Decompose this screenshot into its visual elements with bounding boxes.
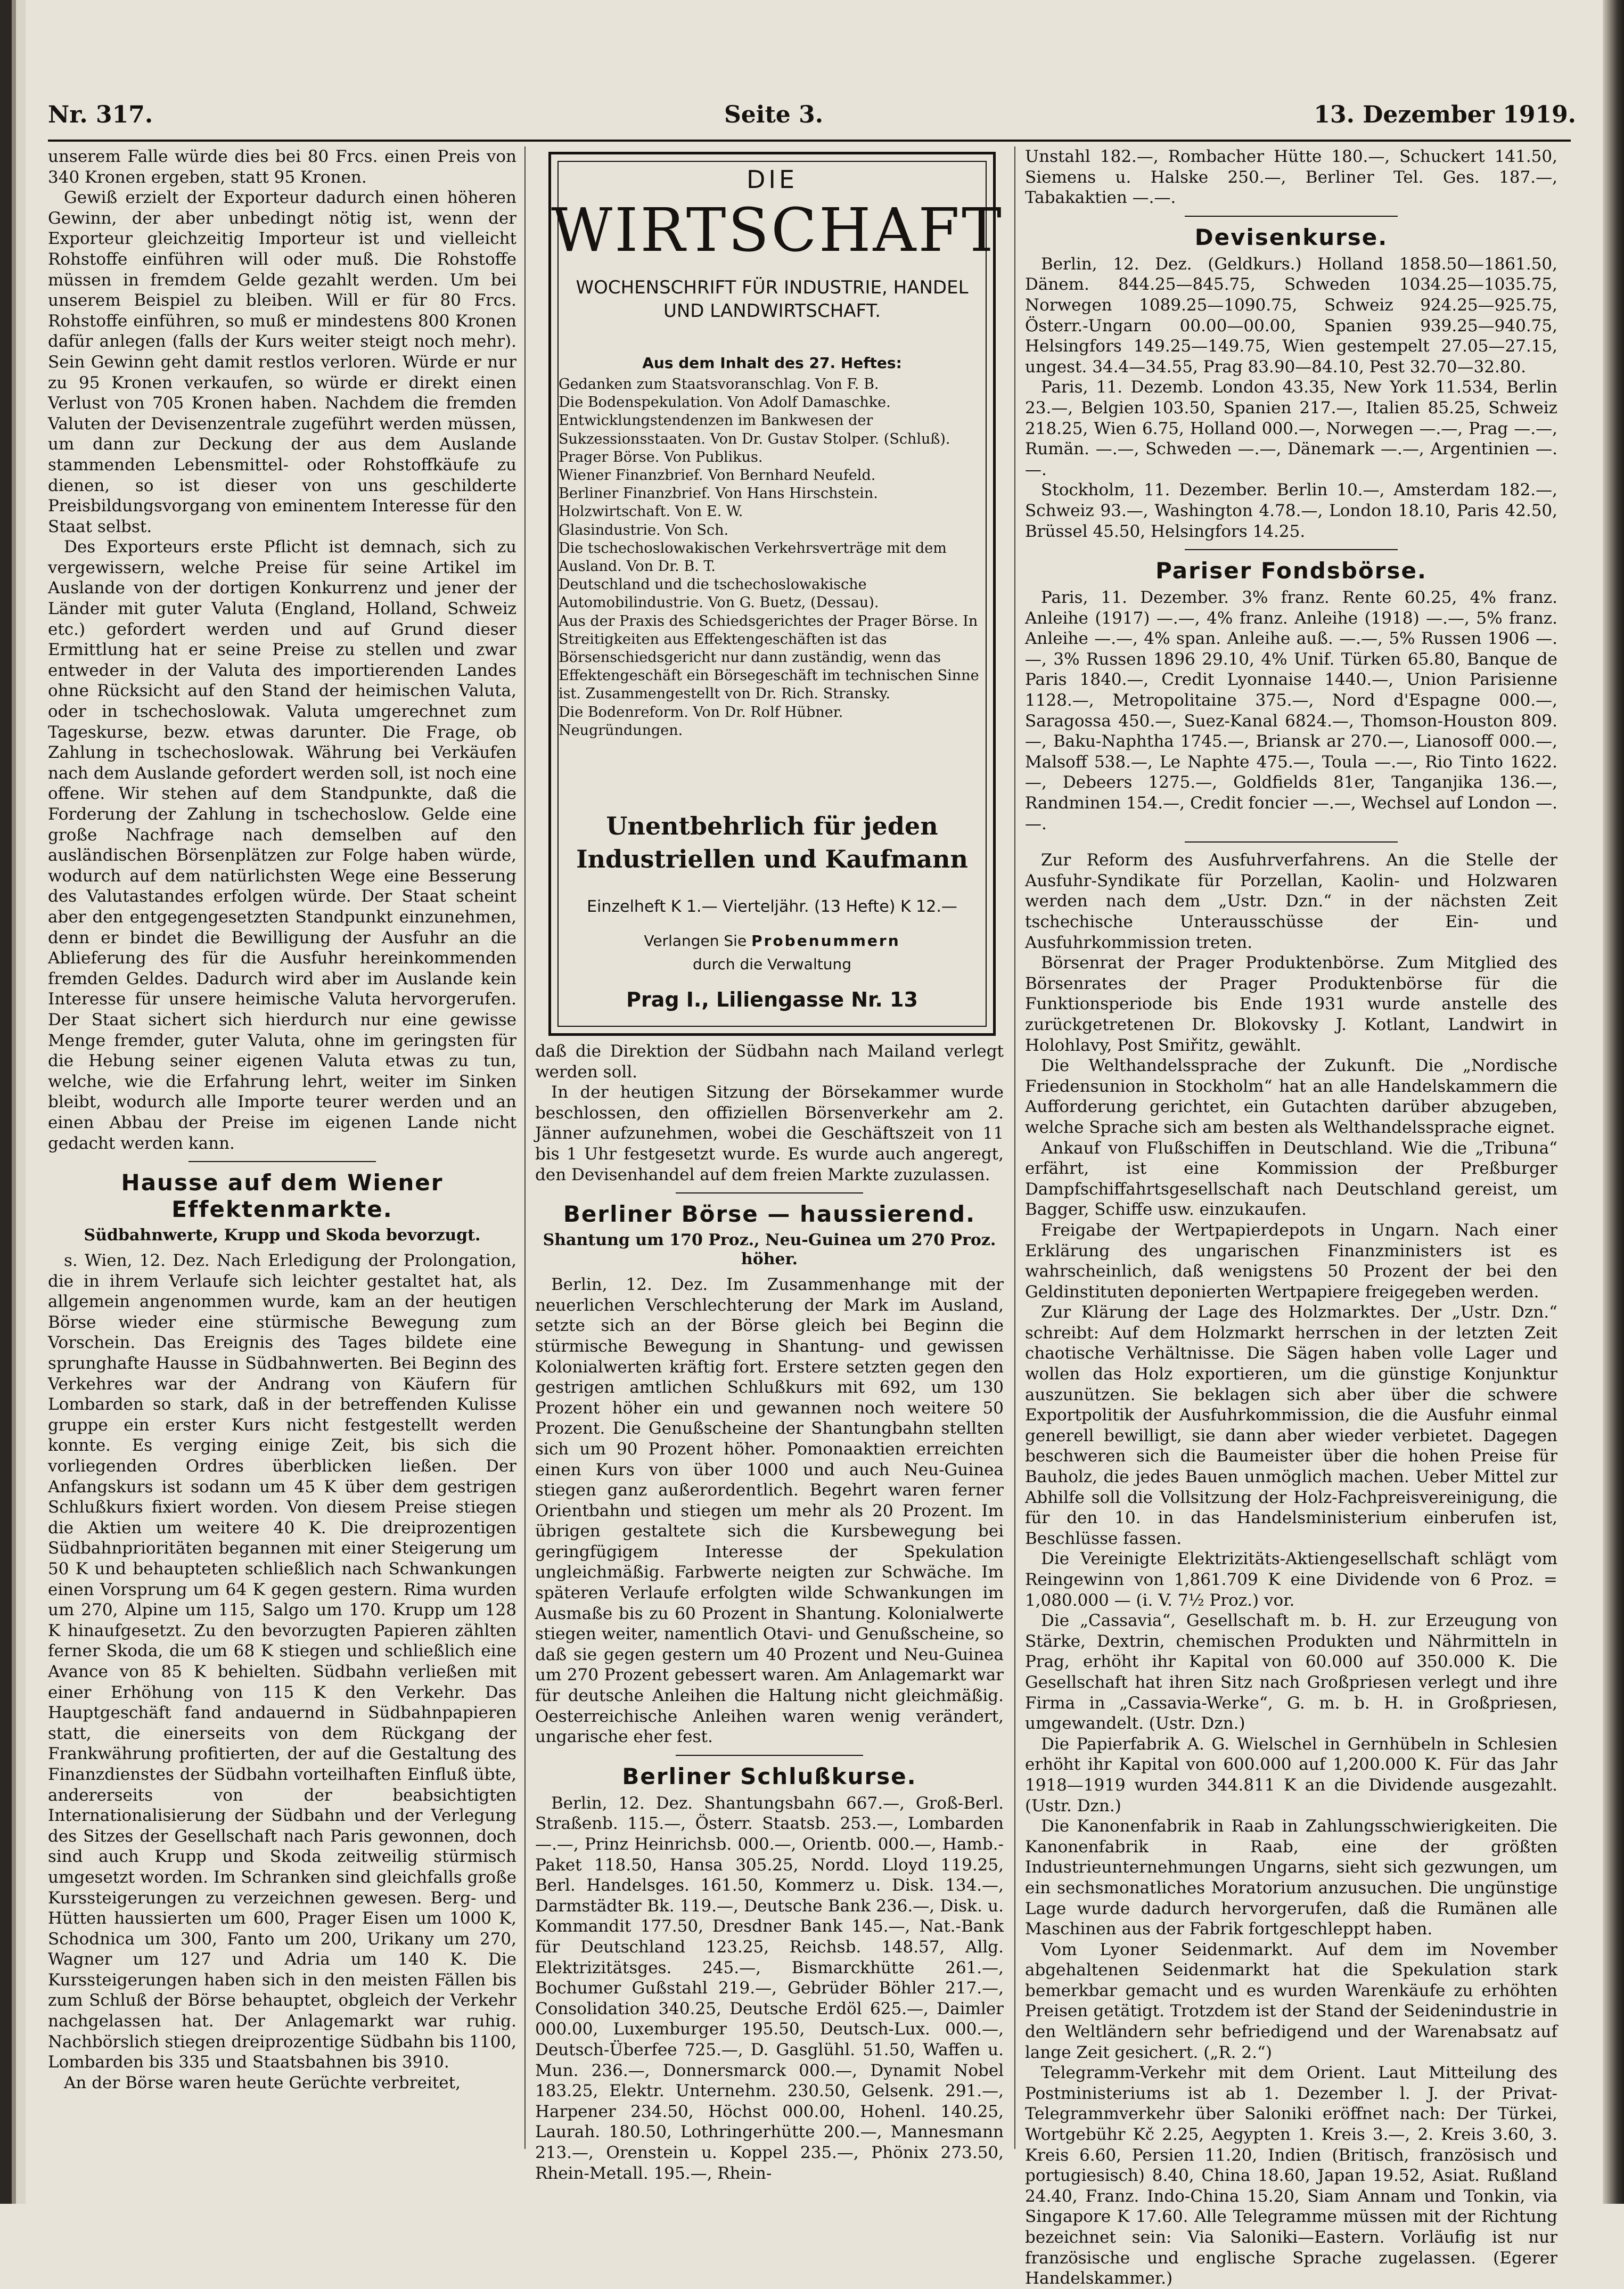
paragraph: Berlin, 12. Dez. Im Zusammenhange mit der neuerlichen Verschlechterung der Mark im Ausland, setzte sich an der Börse gleich bei Beginn die stürmische Bewegung in Shantung- und gewissen Kolonialwerten kräftig fort. Erstere setzten gegen den gestrigen amtlichen Schlußkurs mit 692, um 130 Prozent höher ein und gewannen noch weitere 50 Prozent. Die Genußscheine der Shantungbahn stellten sich um 90 Prozent höher. Pomonaaktien erreichten einen Kurs von über 1000 und auch Neu-Guinea stiegen ganz außerordentlich. Begehrt waren ferner Orientbahn und stiegen um mehr als 20 Prozent. Im übrigen gestaltete sich die Kursbewegung bei geringfügigem Interesse der Spekulation ungleichmäßig. Farbwerte neigten zur Schwäche. Im späteren Verlaufe erfolgten wilde Schwankungen im Ausmaße bis zu 60 Prozent in Shantung. Kolonialwerte stiegen weiter, namentlich Otavi- und Genußscheine, so daß sie gegen gestern um 40 Prozent und Neu-Guinea um 270 Prozent gebessert waren. Am Anlagemarkt war für deutsche Anleihen die Haltung nicht gleichmäßig. Oesterreichische Anleihen waren wenig verändert, ungarische eher fest.: [535, 1275, 1004, 1747]
section-divider: [188, 1161, 376, 1162]
ad-tagline: WOCHENSCHRIFT FÜR INDUSTRIE, HANDEL UND LANDWIRTSCHAFT.: [576, 277, 969, 322]
ad-masthead-article: DIE: [746, 165, 798, 194]
ad-contents-item: Berliner Finanzbrief. Von Hans Hirschstein.: [559, 485, 878, 502]
news-item: Zur Reform des Ausfuhrverfahrens. An die Stelle der Ausfuhr-Syndikate für Porzellan, Kaolin- und Holzwaren werden nach dem „Ustr. Dzn.“ in der nächsten Zeit tschechische Unterausschüsse der Ein- und Ausfuhrkommission treten.: [1025, 851, 1557, 952]
section-headline: Devisenkurse.: [1194, 224, 1388, 250]
ad-slogan: Unentbehrlich für jeden Industriellen und Kaufmann: [576, 812, 968, 873]
page-header: [48, 101, 1576, 138]
section-headline: Pariser Fondsbörse.: [1155, 558, 1427, 584]
news-item: Die Kanonenfabrik in Raab in Zahlungsschwierigkeiten. Die Kanonenfabrik in Raab, eine der größten Industrieunternehmungen Ungarns, sieht sich gezwungen, um ein sechsmonatliches Moratorium anzusuchen. Die ungünstige Lage wurde dadurch hervorgerufen, daß die Rumänen alle Maschinen aus der Fabrik fortgeschleppt haben.: [1025, 1817, 1557, 1939]
news-item: Die „Cassavia“, Gesellschaft m. b. H. zur Erzeugung von Stärke, Dextrin, chemischen Produkten und Nährmitteln in Prag, erhöht ihr Kapital von 60.000 auf 350.000 K. Die Gesellschaft hat ihren Sitz nach Großpriesen verlegt und ihre Firma in „Cassavia-Werke“, G. m. b. H. in Großpriesen, umgewandelt. (Ustr. Dzn.): [1025, 1611, 1557, 1734]
column-rule: [524, 146, 526, 2149]
ad-address: Prag I., Liliengasse Nr. 13: [626, 988, 918, 1011]
news-item: Die Welthandelssprache der Zukunft. Die „Nordische Friedensunion in Stockholm“ hat an alle Handelskammern die Aufforderung gerichtet, ein Gutachten darüber abzugeben, welche Sprache sich am besten als Welthandelssprache eignet.: [1025, 1056, 1557, 1137]
news-item: Freigabe der Wertpapierdepots in Ungarn. Nach einer Erklärung des ungarischen Finanzministers ist es wahrscheinlich, daß wenigstens 50 Prozent der bei den Geldinstituten deponierten Wertpapiere freigegeben werden.: [1025, 1220, 1557, 1302]
ad-contents-heading: Aus dem Inhalt des 27. Heftes:: [642, 354, 902, 372]
page-number: Seite 3.: [724, 101, 824, 128]
section-divider: [676, 1192, 863, 1193]
news-item: Zur Klärung der Lage des Holzmarktes. Der „Ustr. Dzn.“ schreibt: Auf dem Holzmarkt herrschen in der letzten Zeit chaotische Verhältnisse. Die Sägen haben volle Lager und wollen das Holz exportieren, um die günstige Konjunktur auszunützen. Sie beklagen sich aber über die schwere Exportpolitik der Ausfuhrkommission, die die Ausfuhr einmal generell bewilligt, sie dann aber wieder verbietet. Dagegen beschweren sich die Baumeister über die hohen Preise für Bauholz, die jedes Bauen unmöglich machen. Ueber Mittel zur Abhilfe soll die Vollsitzung der Holz-Fachpreisvereinigung, die für den 10. in das Handelsministerium einberufen ist, Beschlüsse fassen.: [1025, 1303, 1557, 1548]
advertisement-die-wirtschaft: [548, 152, 1004, 1036]
page-edge-right: [1603, 0, 1624, 2204]
section-divider: [1185, 216, 1398, 217]
article-headline: Hausse auf dem Wiener Effektenmarkte.: [121, 1170, 444, 1223]
ad-order-item: Probenummern: [751, 932, 900, 950]
ad-price: Einzelheft K 1.— Vierteljähr. (13 Hefte) K 12.—: [587, 897, 957, 916]
paragraph: An der Börse waren heute Gerüchte verbreitet,: [64, 2073, 461, 2092]
issue-date: 13. Dezember 1919.: [1314, 101, 1576, 128]
paragraph: s. Wien, 12. Dez. Nach Erledigung der Prolongation, die in ihrem Verlaufe sich leichter gestaltet hat, als allgemein angenommen wurde, kam an der heutigen Börse wieder eine stürmische Bewegung zum Vorschein. Das Ereignis des Tages bildete eine sprunghafte Hausse in Südbahnwerten. Bei Beginn des Verkehres war der Andrang von Käufern für Lombarden so stark, daß in der betreffenden Kulisse gruppe ein erster Kurs nicht festgestellt werden konnte. Es verging einige Zeit, bis sich die vorliegenden Ordres überblicken ließen. Der Anfangskurs ist sodann um 45 K über dem gestrigen Schlußkurs fixiert worden. Von diesem Preise stiegen die Aktien um weitere 40 K. Die dreiprozentigen Südbahnprioritäten begannen mit einer Steigerung um 50 K und behaupteten schließlich nach Schwankungen einen Vorsprung um 64 K gegen gestern. Rima wurden um 270, Alpine um 115, Salgo um 170. Krupp um 128 K hinaufgesetzt. Zu den bevorzugten Papieren zählten ferner Skoda, die um 68 K stiegen und schließlich eine Avance von 85 K behielten. Südbahn verließen mit einer Erhöhung von 115 K den Verkehr. Das Hauptgeschäft fand andauernd in Südbahnpapieren statt, die einerseits von dem Rückgang der Frankwährung profitierten, der auf die Gestaltung des Finanzdienstes der Südbahn vorteilhaften Einfluß übte, andererseits von der beabsichtigten Internationalisierung der Südbahn und der Verlegung des Sitzes der Gesellschaft nach Paris gewonnen, doch sind auch Krupp und Skoda zeitweilig stürmisch umgesetzt worden. Im Schranken sind gleichfalls große Kurssteigerungen zu verzeichnen gewesen. Berg- und Hütten haussierten um 600, Prager Eisen um 1000 K, Schodnica um 300, Fanto um 200, Urikany um 270, Wagner um 127 und Adria um 140 K. Die Kurssteigerungen haben sich in den meisten Fällen bis zum Schluß der Börse behauptet, obgleich der Verkehr nachgelassen hat. Der Anlagemarkt war ruhig. Nachbörslich stiegen dreiprozentige Südbahn bis 1100, Lombarden bis 335 und Staatsbahnen bis 3910.: [48, 1251, 516, 2072]
section-divider: [1185, 841, 1398, 843]
paragraph: daß die Direktion der Südbahn nach Mailand verlegt werden soll.: [535, 1042, 1004, 1082]
page-edge-left: [0, 0, 26, 2204]
news-item: Telegramm-Verkehr mit dem Orient. Laut Mitteilung des Postministeriums ist ab 1. Dezember l. J. der Privat-Telegrammverkehr über Saloniki eröffnet nach: Der Türkei, Wortgebühr Kč 2.25, Aegypten 1. Kreis 3.—, 2. Kreis 3.60, 3. Kreis 6.60, Persien 11.20, Indien (Britisch, französisch und portugiesisch) 8.40, China 18.60, Japan 19.52, Asiat. Rußland 24.40, Franz. Indo-China 15.20, Siam Annam und Tonkin, via Singapore K 17.60. Alle Telegramme müssen mit der Richtung bezeichnet sein: Via Saloniki—Eastern. Vorläufig ist nur französische und englische Sprache zugelassen. (Egerer Handelskammer.): [1025, 2063, 1557, 2288]
ad-contents-item: Aus der Praxis des Schiedsgerichtes der Prager Börse. In Streitigkeiten aus Effektengeschäften ist das Börsenschiedsgericht nur dann zuständig, wenn das Effektengeschäft ein Börsegeschäft im technischen Sinne ist. Zusammengestellt von Dr. Rich. Stransky.: [559, 612, 979, 702]
ad-contents-item: Neugründungen.: [559, 722, 683, 739]
ad-contents-item: Gedanken zum Staatsvoranschlag. Von F. B.: [559, 376, 879, 393]
section-divider: [676, 1755, 863, 1756]
news-item: Ankauf von Flußschiffen in Deutschland. Wie die „Tribuna“ erfährt, ist eine Kommission der Preßburger Dampfschiffahrtsgesellschaft nach Deutschland gereist, um Bagger, Schiffe usw. einzukaufen.: [1025, 1138, 1557, 1220]
ad-order-note: [551, 929, 993, 976]
section-divider: [1185, 549, 1398, 550]
paragraph: Stockholm, 11. Dezember. Berlin 10.—, Amsterdam 182.—, Schweiz 93.—, Washington 4.78.—, London 18.10, Paris 42.50, Brüssel 45.50, Helsingfors 14.25.: [1025, 480, 1557, 541]
column-right: [1025, 146, 1557, 2288]
news-item: Börsenrat der Prager Produktenbörse. Zum Mitglied des Börsenrates der Prager Produktenbörse für die Funktionsperiode bis Ende 1931 wurde anstelle des zurückgetretenen Dr. Blokovsky J. Kotlant, Landwirt in Holohlavy, Post Smiřitz, gewählt.: [1025, 953, 1557, 1055]
paragraph: Paris, 11. Dezemb. London 43.35, New York 11.534, Berlin 23.—, Belgien 103.50, Spanien 217.—, Italien 85.25, Schweiz 218.25, Wien 6.75, Holland 000.—, Norwegen —.—, Prag —.—, Rumän. —.—, Schweden —.—, Dänemark —.—, Argentinien —.—.: [1025, 378, 1557, 479]
ad-contents-item: Holzwirtschaft. Von E. W.: [559, 503, 743, 520]
ad-contents-item: Prager Börse. Von Publikus.: [559, 448, 763, 465]
ad-contents-item: Deutschland und die tschechoslowakische Automobilindustrie. Von G. Buetz, (Dessau).: [559, 576, 879, 611]
ad-contents-item: Die Bodenspekulation. Von Adolf Damaschke.: [559, 394, 891, 411]
news-item: Die Vereinigte Elektrizitäts-Aktiengesellschaft schlägt vom Reingewinn von 1,861.709 K eine Dividende von 6 Proz. = 1,080.000 — (i. V. 7½ Proz.) vor.: [1025, 1549, 1557, 1610]
news-item: Vom Lyoner Seidenmarkt. Auf dem im November abgehaltenen Seidenmarkt hat die Spekulation stark bemerkbar gemacht und es wurden Warenkäufe zu erhöhten Preisen getätigt. Trotzdem ist der Stand der Seidenindustrie in den Weltländern sehr befriedigend und der Warenabsatz auf lange Zeit gesichert. („R. 2.“): [1025, 1940, 1557, 2062]
ad-contents-item: Entwicklungstendenzen im Bankwesen der Sukzessionsstaaten. Von Dr. Gustav Stolper. (Schluß).: [559, 412, 950, 447]
column-middle: [535, 1041, 1004, 2183]
column-left: [48, 146, 516, 2149]
ad-order-verb: Verlangen Sie: [644, 932, 747, 950]
ad-contents-item: Wiener Finanzbrief. Von Bernhard Neufeld.: [559, 467, 876, 484]
paragraph: Unstahl 182.—, Rombacher Hütte 180.—, Schuckert 141.50, Siemens u. Halske 250.—, Berliner Tel. Ges. 187.—, Tabakaktien —.—.: [1025, 147, 1557, 208]
article-headline: Berliner Börse — haussierend.: [563, 1201, 976, 1228]
paragraph: Des Exporteurs erste Pflicht ist demnach, sich zu vergewissern, welche Preise für seine Artikel im Auslande von der dortigen Konkurrenz und jener der Länder mit guter Valuta (England, Holland, Schweiz etc.) gefordert werden und auf Grund dieser Ermittlung hat er seine Preise zu stellen und zwar entweder in der Valuta des importierenden Landes ohne Rücksicht auf den Stand der heimischen Valuta, oder in tschechoslowak. Valuta umgerechnet zum Tageskurse, bezw. etwas darunter. Die Frage, ob Zahlung in tschechoslowak. Währung bei Verkäufen nach dem Auslande gefordert werden soll, ist noch eine offene. Wir stehen auf dem Standpunkte, daß die Forderung der Zahlung in tschechoslow. Gelde eine große Nachfrage nach demselben auf den ausländischen Börsenplätzen zur Folge haben würde, wodurch auf dem natürlichsten Wege eine Besserung des Valutastandes erfolgen würde. Der Staat scheint aber den entgegengesetzten Standpunkt einzunehmen, denn er bindet die Bewilligung der Ausfuhr an die Ablieferung des für die Ausfuhr hereinkommenden fremden Geldes. Dadurch wird aber im Auslande kein Interesse für unsere heimische Valuta hervorgerufen. Der Staat sichert sich hierdurch nur eine gewisse Menge fremder, guter Valuta, ohne im geringsten für die Hebung seiner eigenen Valuta etwas zu tun, welche, wie die Erfahrung lehrt, weiter im Sinken bleibt, wodurch alle Importe teurer werden und an einen Abbau der Preise im eigenen Lande nicht gedacht werden kann.: [48, 537, 516, 1153]
section-headline: Berliner Schlußkurse.: [622, 1763, 917, 1789]
paragraph: Berlin, 12. Dez. Shantungsbahn 667.—, Groß-Berl. Straßenb. 115.—, Österr. Staatsb. 253.—, Lombarden —.—, Prinz Heinrichsb. 000.—, Orientb. 000.—, Hamb.-Paket 118.50, Hansa 305.25, Nordd. Lloyd 119.25, Berl. Handelsges. 161.50, Kommerz u. Disk. 134.—, Darmstädter Bk. 119.—, Deutsche Bank 236.—, Disk. u. Kommandit 177.50, Dresdner Bank 145.—, Nat.-Bank für Deutschland 123.25, Reichsb. 148.57, Allg. Elektrizitätsges. 245.—, Bismarckhütte 261.—, Bochumer Gußstahl 219.—, Gebrüder Böhler 217.—, Consolidation 340.25, Deutsche Erdöl 625.—, Daimler 000.00, Luxemburger 195.50, Deutsch-Lux. 000.—, Deutsch-Überfee 725.—, D. Gasglühl. 51.50, Waffen u. Mun. 236.—, Donnersmarck 000.—, Dynamit Nobel 183.25, Elektr. Unternehm. 230.50, Gelsenk. 291.—, Harpener 234.50, Höchst 000.00, Hohenl. 140.25, Laurah. 180.50, Lothringerhütte 200.—, Mannesmann 213.—, Orenstein u. Koppel 235.—, Phönix 273.50, Rhein-Metall. 195.—, Rhein-: [535, 1793, 1004, 2183]
ad-masthead-title: WIRTSCHAFT: [551, 196, 1004, 265]
news-item: Die Papierfabrik A. G. Wielschel in Gernhübeln in Schlesien erhöht ihr Kapital von 600.000 auf 1,200.000 K. Für das Jahr 1918—1919 wurden 344.811 K an die Dividende ausgezahlt. (Ustr. Dzn.): [1025, 1734, 1557, 1816]
paragraph: In der heutigen Sitzung der Börsekammer wurde beschlossen, den offiziellen Börsenverkehr am 2. Jänner aufzunehmen, wobei die Geschäftszeit von 11 bis 1 Uhr festgesetzt wurde. Es wurde auch angeregt, den Devisenhandel auf dem freien Markte zuzulassen.: [535, 1083, 1004, 1184]
ad-contents-item: Die tschechoslowakischen Verkehrsverträge mit dem Ausland. Von Dr. B. T.: [559, 539, 947, 575]
column-rule: [1014, 146, 1015, 2149]
ad-order-via: durch die Verwaltung: [693, 955, 851, 973]
paragraph: Paris, 11. Dezember. 3% franz. Rente 60.25, 4% franz. Anleihe (1917) —.—, 4% franz. Anleihe (1918) —.—, 5% franz. Anleihe —.—, 4% span. Anleihe auß. —.—, 5% Russen 1906 —.—, 3% Russen 1896 29.10, 4% Unif. Türken 65.80, Banque de Paris 1840.—, Credit Lyonnaise 1440.—, Union Parisienne 1128.—, Metropolitaine 375.—, Nord d'Espagne 000.—, Saragossa 450.—, Suez-Kanal 6824.—, Thomson-Houston 809.—, Baku-Naphtha 1745.—, Briansk ar 270.—, Lianosoff 000.—, Malsoff 538.—, Le Naphte 475.—, Toula —.—, Rio Tinto 1622.—, Debeers 1275.—, Goldfields 81er, Tanganjika 136.—, Randminen 154.—, Credit foncier —.—, Wechsel auf London —.—.: [1025, 588, 1557, 833]
paragraph: Berlin, 12. Dez. (Geldkurs.) Holland 1858.50—1861.50, Dänem. 844.25—845.75, Schweden 1034.25—1035.75, Norwegen 1089.25—1090.75, Schweiz 924.25—925.75, Österr.-Ungarn 00.00—00.00, Spanien 939.25—940.75, Helsingfors 149.25—149.75, Wien gestempelt 27.05—27.15, ungest. 34.4—34.55, Prag 83.90—84.10, Pest 32.70—32.80.: [1025, 254, 1557, 377]
paragraph: Gewiß erzielt der Exporteur dadurch einen höheren Gewinn, der aber unbedingt nötig ist, wenn der Exporteur gleichzeitig Importeur ist und vielleicht Rohstoffe einführen will oder muß. Die Rohstoffe müssen in fremdem Gelde gezahlt werden. Um bei unserem Beispiel zu bleiben. Will er für 80 Frcs. Rohstoffe einführen, so muß er mindestens 800 Kronen dafür anlegen (falls der Kurs weiter steigt noch mehr). Sein Gewinn geht damit restlos verloren. Würde er nur zu 95 Kronen verkaufen, so würde er direkt einen Verlust von 705 Kronen haben. Nachdem die fremden Valuten der Devisenzentrale zugeführt werden müssen, um dann zur Deckung der aus dem Auslande stammenden Lebensmittel- oder Rohstoffkäufe zu dienen, so ist dieser von uns geschilderte Preisbildungsvorgang von eminentem Interesse für den Staat selbst.: [48, 188, 516, 536]
ad-contents-list: [559, 375, 986, 740]
ad-contents-item: Glasindustrie. Von Sch.: [559, 521, 729, 538]
ad-contents-item: Die Bodenreform. Von Dr. Rolf Hübner.: [559, 704, 843, 721]
issue-number: Nr. 317.: [48, 101, 153, 128]
header-rule: [48, 140, 1571, 142]
article-subheadline: Südbahnwerte, Krupp und Skoda bevorzugt.: [84, 1226, 481, 1245]
article-subheadline: Shantung um 170 Proz., Neu-Guinea um 270 Proz. höher.: [543, 1231, 996, 1269]
paragraph: unserem Falle würde dies bei 80 Frcs. einen Preis von 340 Kronen ergeben, statt 95 Kronen.: [48, 147, 516, 187]
